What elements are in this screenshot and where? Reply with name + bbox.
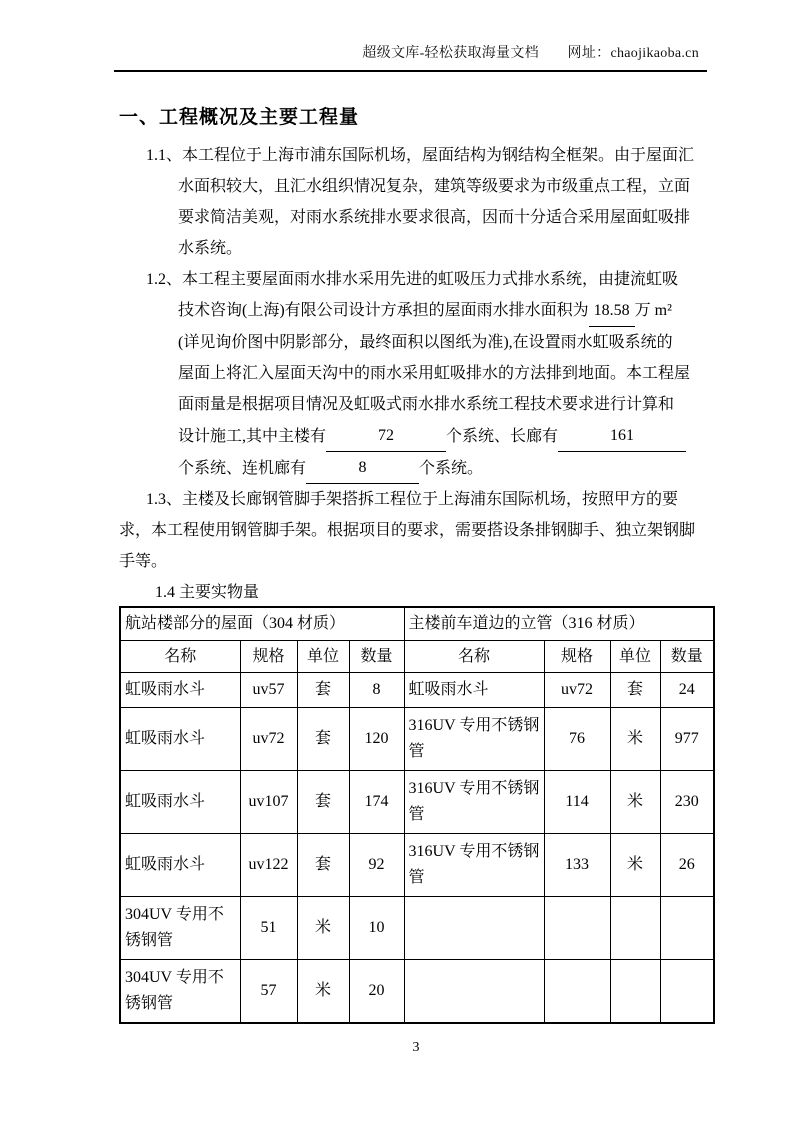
table-cell: 20 (349, 960, 404, 1024)
column-header: 数量 (349, 641, 404, 673)
quantities-table (119, 606, 715, 1024)
table-cell: 虹吸雨水斗 (120, 673, 240, 708)
table-row (120, 673, 714, 708)
paragraph-line: 求，本工程使用钢管脚手架。根据项目的要求，需要搭设条排钢脚手、独立架钢脚 (119, 522, 696, 539)
column-header: 名称 (120, 641, 240, 673)
paragraph-line (119, 420, 719, 452)
paragraph-line: 水系统。 (178, 240, 243, 257)
table-group-header-row (120, 607, 714, 641)
table-cell: 8 (349, 673, 404, 708)
column-header: 单位 (610, 641, 660, 673)
quantities-table-container (119, 606, 715, 1024)
table-cell: 977 (660, 708, 714, 771)
paragraph-line: (详见询价图中阴影部分，最终面积以图纸为准),在设置雨水虹吸系统的 (178, 334, 673, 351)
table-cell: uv72 (544, 673, 610, 708)
table-cell (544, 960, 610, 1024)
body-text (119, 140, 719, 608)
text-segment: 设计施工,其中主楼有 (178, 428, 327, 445)
table-cell (404, 897, 544, 960)
table-row (120, 771, 714, 834)
table-cell: 米 (610, 834, 660, 897)
table-cell: 133 (544, 834, 610, 897)
table-cell: 304UV 专用不锈钢管 (120, 897, 240, 960)
table-column-header-row (120, 641, 714, 673)
table-cell (404, 960, 544, 1024)
table-cell: uv122 (240, 834, 297, 897)
paragraph-line: 要求简洁美观，对雨水系统排水要求很高，因而十分适合采用屋面虹吸排 (178, 209, 691, 226)
table-cell: 92 (349, 834, 404, 897)
table-cell: 174 (349, 771, 404, 834)
group-header-riser-316: 主楼前车道边的立管（316 材质） (404, 607, 714, 641)
paragraph-line: 面雨量是根据项目情况及虹吸式雨水排水系统工程技术要求进行计算和 (178, 396, 675, 413)
main-building-systems-count: 72 (326, 420, 446, 452)
column-header: 单位 (297, 641, 349, 673)
paragraph-line: 水面积较大，且汇水组织情况复杂，建筑等级要求为市级重点工程，立面 (178, 178, 691, 195)
table-cell: 套 (297, 708, 349, 771)
table-cell: 米 (610, 771, 660, 834)
text-segment: 万 m² (634, 302, 672, 319)
table-cell (660, 960, 714, 1024)
paragraph-1-3 (119, 484, 719, 577)
table-cell (610, 960, 660, 1024)
paragraph-line (119, 452, 719, 484)
table-cell (544, 897, 610, 960)
paragraph-line: 1.1、本工程位于上海市浦东国际机场，屋面结构为钢结构全框架。由于屋面汇 (146, 147, 695, 164)
table-cell: 316UV 专用不锈钢管 (404, 771, 544, 834)
table-cell: 虹吸雨水斗 (120, 834, 240, 897)
table-cell (610, 897, 660, 960)
table-cell: 304UV 专用不锈钢管 (120, 960, 240, 1024)
page-number: 3 (412, 1040, 420, 1055)
paragraph-line: 屋面上将汇入屋面天沟中的雨水采用虹吸排水的方法排到地面。本工程屋 (178, 365, 691, 382)
text-segment: 个系统、长廊有 (446, 428, 559, 445)
table-cell: 57 (240, 960, 297, 1024)
table-cell: 虹吸雨水斗 (404, 673, 544, 708)
table-cell: 套 (297, 673, 349, 708)
table-cell: 套 (610, 673, 660, 708)
column-header: 规格 (544, 641, 610, 673)
page-header-site-info: 超级文库-轻松获取海量文档 网址：chaojikaoba.cn (362, 46, 699, 61)
table-cell: 316UV 专用不锈钢管 (404, 708, 544, 771)
table-cell (660, 897, 714, 960)
table-cell: 米 (297, 960, 349, 1024)
table-row (120, 960, 714, 1024)
table-cell: uv57 (240, 673, 297, 708)
table-row (120, 834, 714, 897)
table-cell: 114 (544, 771, 610, 834)
paragraph-line: 1.2、本工程主要屋面雨水排水采用先进的虹吸压力式排水系统，由捷流虹吸 (146, 271, 679, 288)
table-cell: 套 (297, 771, 349, 834)
corridor-systems-count: 161 (558, 420, 686, 452)
table-cell: 10 (349, 897, 404, 960)
text-segment: 技术咨询(上海)有限公司设计方承担的屋面雨水排水面积为 (178, 302, 589, 319)
section-heading: 一、工程概况及主要工程量 (119, 107, 360, 128)
column-header: 数量 (660, 641, 714, 673)
table-cell: 米 (610, 708, 660, 771)
table-row (120, 708, 714, 771)
text-segment: 个系统、连机廊有 (178, 460, 307, 477)
paragraph-1-2 (119, 264, 719, 484)
table-cell: 26 (660, 834, 714, 897)
table-cell: 米 (297, 897, 349, 960)
table-cell: 316UV 专用不锈钢管 (404, 834, 544, 897)
table-cell: 24 (660, 673, 714, 708)
table-cell: uv107 (240, 771, 297, 834)
paragraph-line: 1.3、主楼及长廊钢管脚手架搭拆工程位于上海浦东国际机场，按照甲方的要 (146, 491, 679, 508)
table-cell: 虹吸雨水斗 (120, 708, 240, 771)
paragraph-1-1 (119, 140, 719, 264)
column-header: 名称 (404, 641, 544, 673)
column-header: 规格 (240, 641, 297, 673)
table-cell: 虹吸雨水斗 (120, 771, 240, 834)
subsection-1-4-title: 1.4 主要实物量 (155, 584, 260, 601)
roof-area-value: 18.58 (589, 295, 635, 327)
table-cell: 230 (660, 771, 714, 834)
table-cell: uv72 (240, 708, 297, 771)
table-cell: 51 (240, 897, 297, 960)
table-row (120, 897, 714, 960)
table-cell: 套 (297, 834, 349, 897)
text-segment: 个系统。 (419, 460, 484, 477)
link-corridor-systems-count: 8 (306, 452, 419, 484)
paragraph-line: 手等。 (119, 553, 168, 570)
table-cell: 76 (544, 708, 610, 771)
group-header-roof-304: 航站楼部分的屋面（304 材质） (120, 607, 404, 641)
table-cell: 120 (349, 708, 404, 771)
paragraph-line (119, 295, 719, 327)
header-rule (114, 70, 707, 72)
